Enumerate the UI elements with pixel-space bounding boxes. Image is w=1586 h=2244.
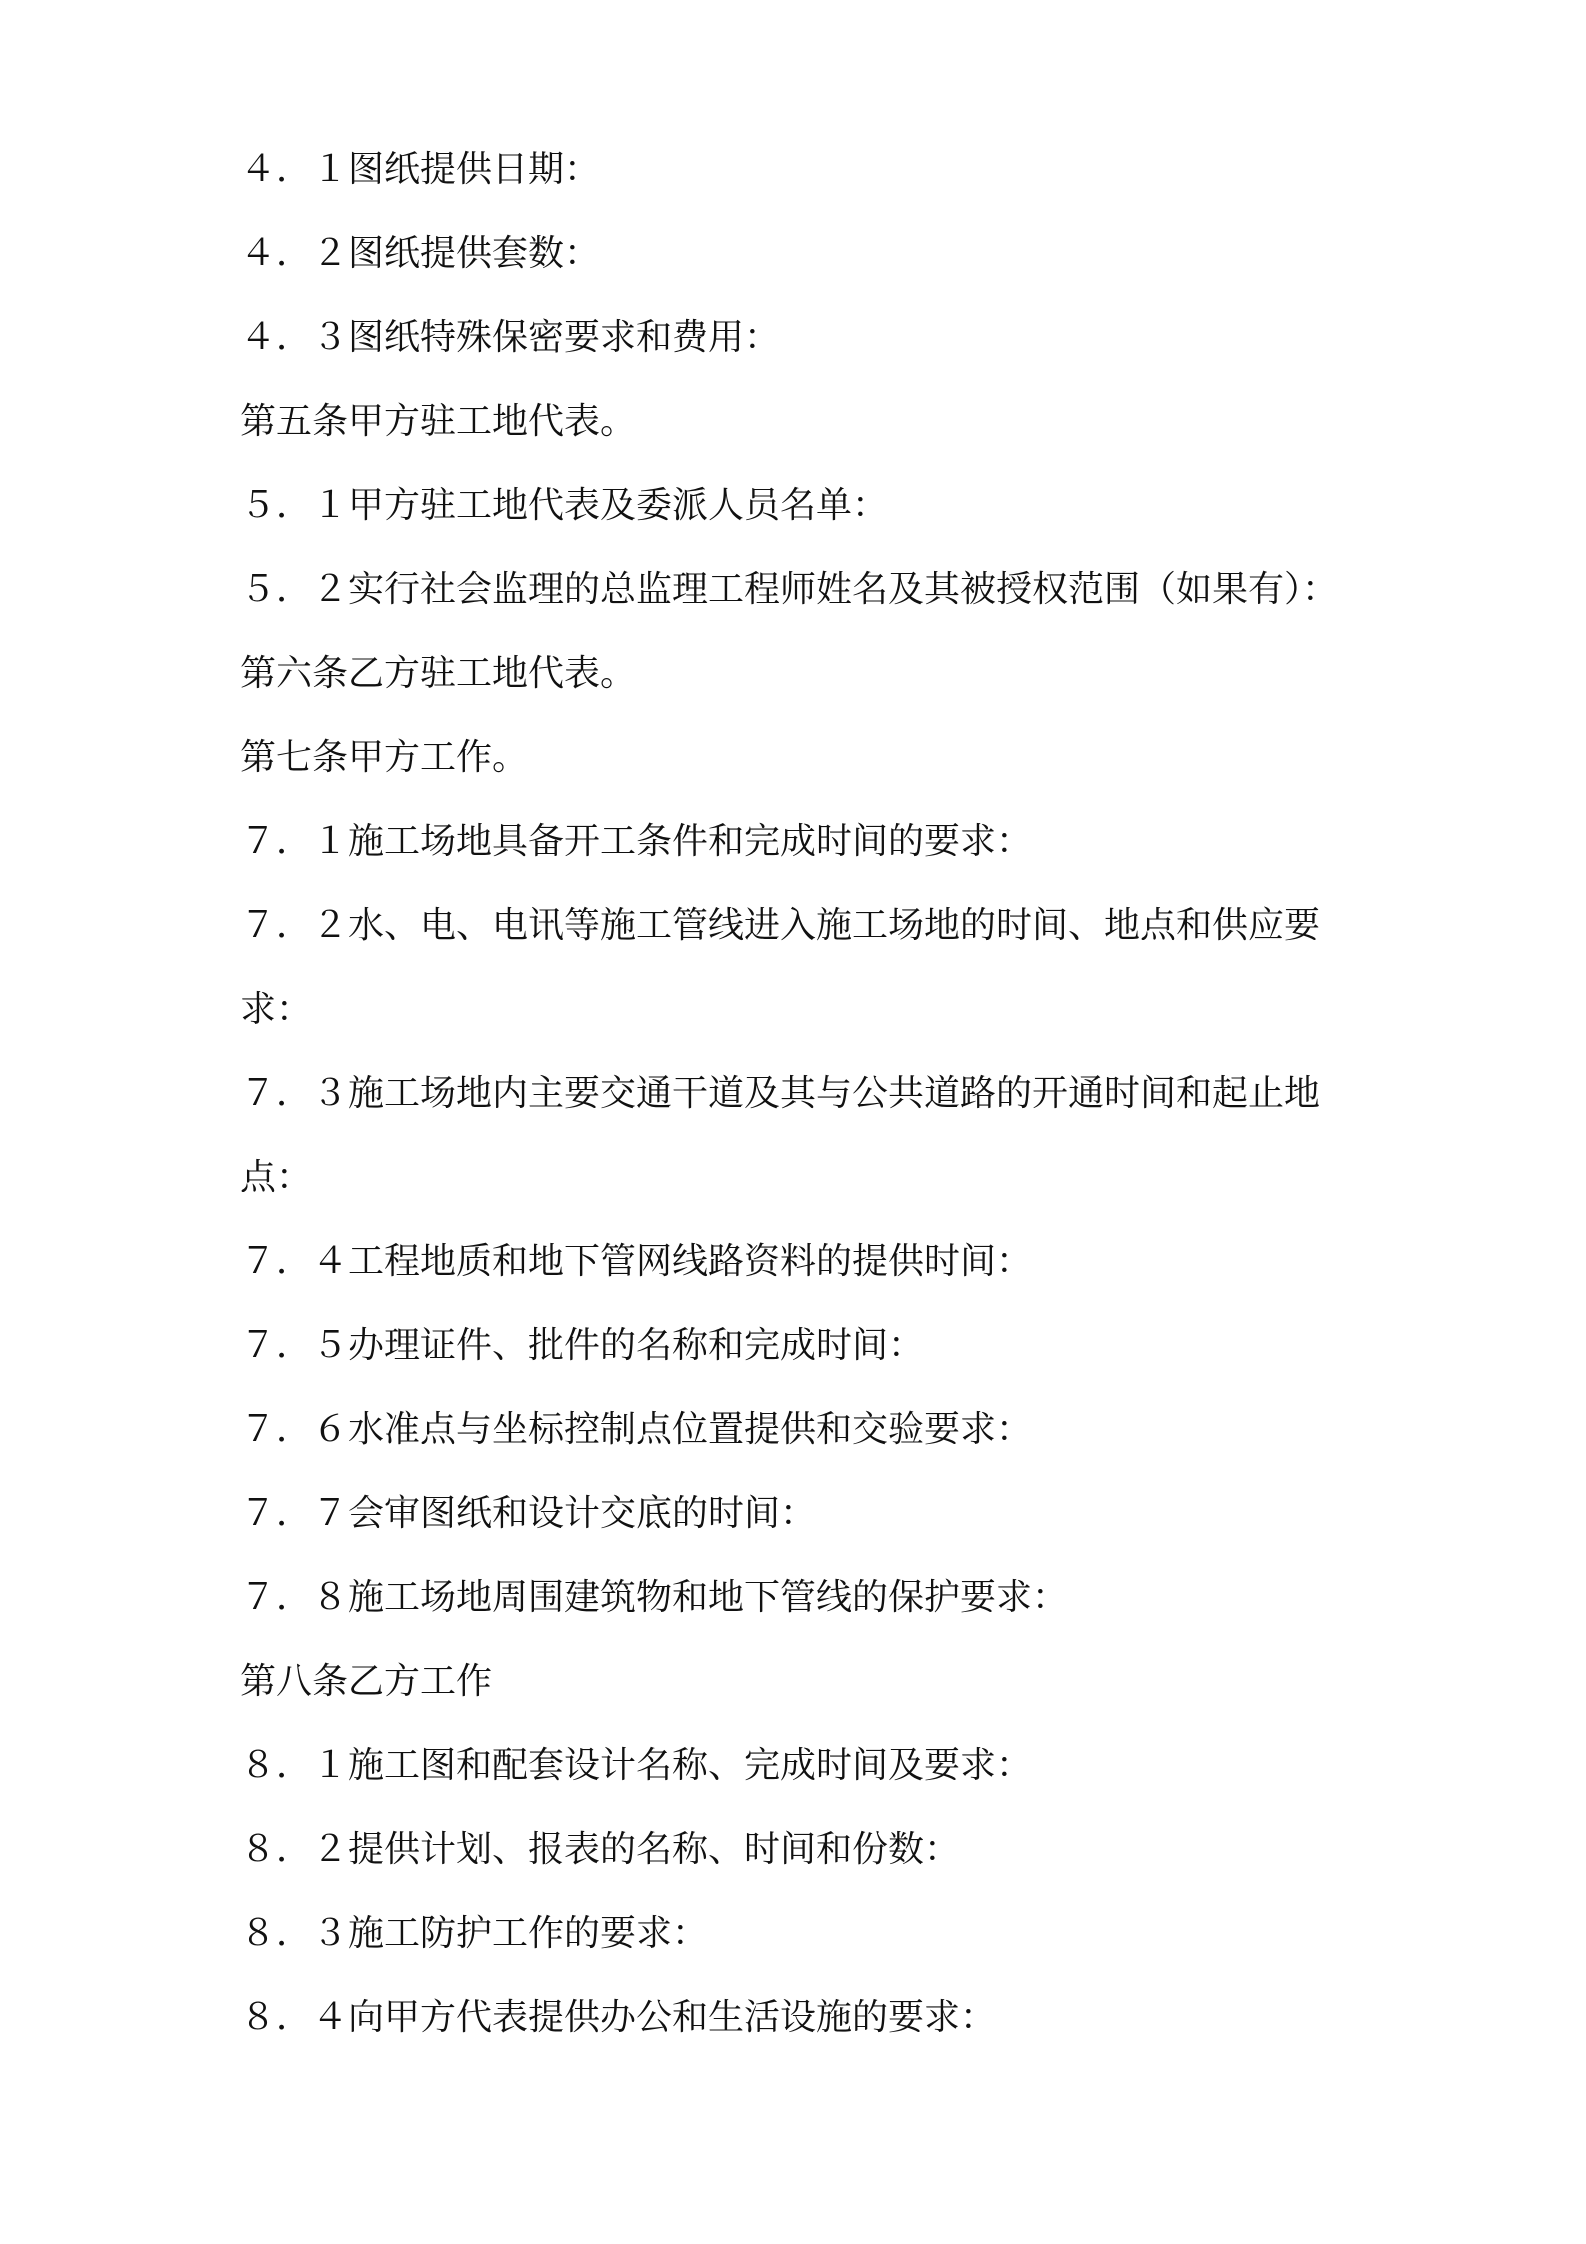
clause-7-4: ７．４工程地质和地下管网线路资料的提供时间： <box>240 1241 1033 1282</box>
clause-7-2: ７．２水、电、电讯等施工管线进入施工场地的时间、地点和供应要 <box>240 905 1321 946</box>
clause-7-8: ７．８施工场地周围建筑物和地下管线的保护要求： <box>240 1577 1069 1618</box>
clause-7-7: ７．７会审图纸和设计交底的时间： <box>240 1493 817 1534</box>
clause-4-3: ４．３图纸特殊保密要求和费用： <box>240 317 781 358</box>
article-7-heading: 第七条甲方工作。 <box>240 737 529 778</box>
clause-5-2: ５．２实行社会监理的总监理工程师姓名及其被授权范围（如果有）： <box>240 569 1339 610</box>
clause-7-6: ７．６水准点与坐标控制点位置提供和交验要求： <box>240 1409 1033 1450</box>
clause-8-4: ８．４向甲方代表提供办公和生活设施的要求： <box>240 1997 997 2038</box>
clause-7-3: ７．３施工场地内主要交通干道及其与公共道路的开通时间和起止地 <box>240 1073 1321 1114</box>
article-8-heading: 第八条乙方工作 <box>240 1661 493 1702</box>
document-body <box>240 128 1360 2060</box>
clause-7-5: ７．５办理证件、批件的名称和完成时间： <box>240 1325 925 1366</box>
clause-8-1: ８．１施工图和配套设计名称、完成时间及要求： <box>240 1745 1033 1786</box>
clause-7-2-continued: 求： <box>240 989 313 1030</box>
clause-4-1: ４．１图纸提供日期： <box>240 149 601 190</box>
clause-7-1: ７．１施工场地具备开工条件和完成时间的要求： <box>240 821 1033 862</box>
clause-5-1: ５．１甲方驻工地代表及委派人员名单： <box>240 485 889 526</box>
article-6-heading: 第六条乙方驻工地代表。 <box>240 653 637 694</box>
clause-8-2: ８．２提供计划、报表的名称、时间和份数： <box>240 1829 961 1870</box>
article-5-heading: 第五条甲方驻工地代表。 <box>240 401 637 442</box>
clause-4-2: ４．２图纸提供套数： <box>240 233 601 274</box>
clause-7-3-continued: 点： <box>240 1157 313 1198</box>
clause-8-3: ８．３施工防护工作的要求： <box>240 1913 709 1954</box>
